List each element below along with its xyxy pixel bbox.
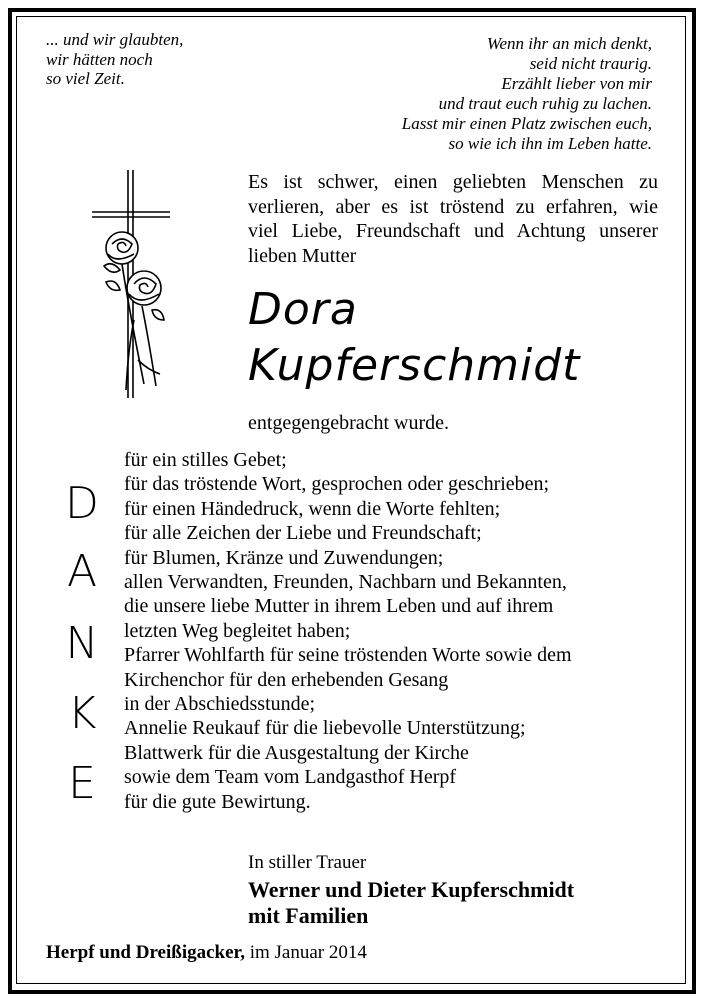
family-signature: [248, 877, 574, 929]
family-line: mit Familien: [248, 903, 369, 928]
thanks-line: für das tröstende Wort, gesprochen oder geschrieben;: [124, 473, 550, 496]
thanks-line: für Blumen, Kränze und Zuwendungen;: [124, 546, 444, 569]
thanks-line: für ein stilles Gebet;: [124, 449, 287, 471]
quote-right: [402, 34, 652, 154]
quote-right-line: Lasst mir einen Platz zwischen euch,: [401, 114, 652, 133]
thanks-line: für einen Händedruck, wenn die Worte fehlten;: [124, 497, 501, 520]
danke-letter: N: [65, 618, 99, 669]
date-text: im Januar 2014: [249, 942, 367, 963]
thanks-line: in der Abschiedsstunde;: [124, 693, 316, 716]
cross-with-roses-icon: [92, 170, 172, 400]
thanks-line: Pfarrer Wohlfarth für seine tröstenden Worte sowie dem: [124, 644, 572, 667]
closing-label: In stiller Trauer: [248, 852, 367, 873]
intro-line: Es ist schwer, einen geliebten Menschen zu: [248, 171, 658, 193]
intro-line: viel Liebe, Freundschaft und Achtung unserer: [248, 220, 658, 242]
thanks-line: allen Verwandten, Freunden, Nachbarn und Bekannten,: [124, 571, 567, 594]
family-line: Werner und Dieter Kupferschmidt: [248, 877, 575, 902]
danke-letter: D: [65, 478, 99, 529]
danke-letter: E: [68, 758, 96, 809]
thanks-line: für alle Zeichen der Liebe und Freundschaft;: [124, 522, 482, 545]
quote-right-line: und traut euch ruhig zu lachen.: [438, 94, 652, 113]
thanks-line: Annelie Reukauf für die liebevolle Unterstützung;: [124, 717, 526, 740]
place-name: Herpf und Dreißigacker,: [46, 942, 245, 963]
thanks-line: Kirchenchor für den erhebenden Gesang: [124, 668, 449, 691]
quote-right-line: seid nicht traurig.: [529, 54, 652, 73]
quote-left-line: wir hätten noch: [46, 49, 153, 69]
thanks-line: die unsere liebe Mutter in ihrem Leben und auf ihrem: [124, 595, 554, 618]
name-first: Dora: [248, 284, 358, 335]
quote-left: [46, 30, 183, 89]
quote-left-line: ... und wir glaubten,: [46, 30, 184, 49]
thanks-line: letzten Weg begleitet haben;: [124, 619, 351, 642]
after-name-text: entgegengebracht wurde.: [248, 412, 450, 434]
intro-line: verlieren, aber es ist tröstend zu erfahren, wie: [248, 195, 658, 218]
thanks-list: [124, 448, 572, 814]
quote-left-line: so viel Zeit.: [46, 69, 125, 88]
thanks-line: Blattwerk für die Ausgestaltung der Kirche: [124, 741, 469, 764]
quote-right-line: so wie ich ihn im Leben hatte.: [448, 134, 652, 153]
thanks-line: sowie dem Team vom Landgasthof Herpf: [124, 766, 457, 789]
quote-right-line: Erzählt lieber von mir: [501, 74, 652, 93]
place-date: [46, 942, 367, 964]
intro-text: [248, 170, 658, 268]
danke-letter: K: [67, 688, 97, 739]
quote-right-line: Wenn ihr an mich denkt,: [486, 34, 652, 53]
name-last: Kupferschmidt: [248, 340, 581, 391]
intro-line: lieben Mutter: [248, 244, 357, 267]
danke-letter: A: [66, 546, 98, 597]
thanks-line: für die gute Bewirtung.: [124, 790, 311, 813]
